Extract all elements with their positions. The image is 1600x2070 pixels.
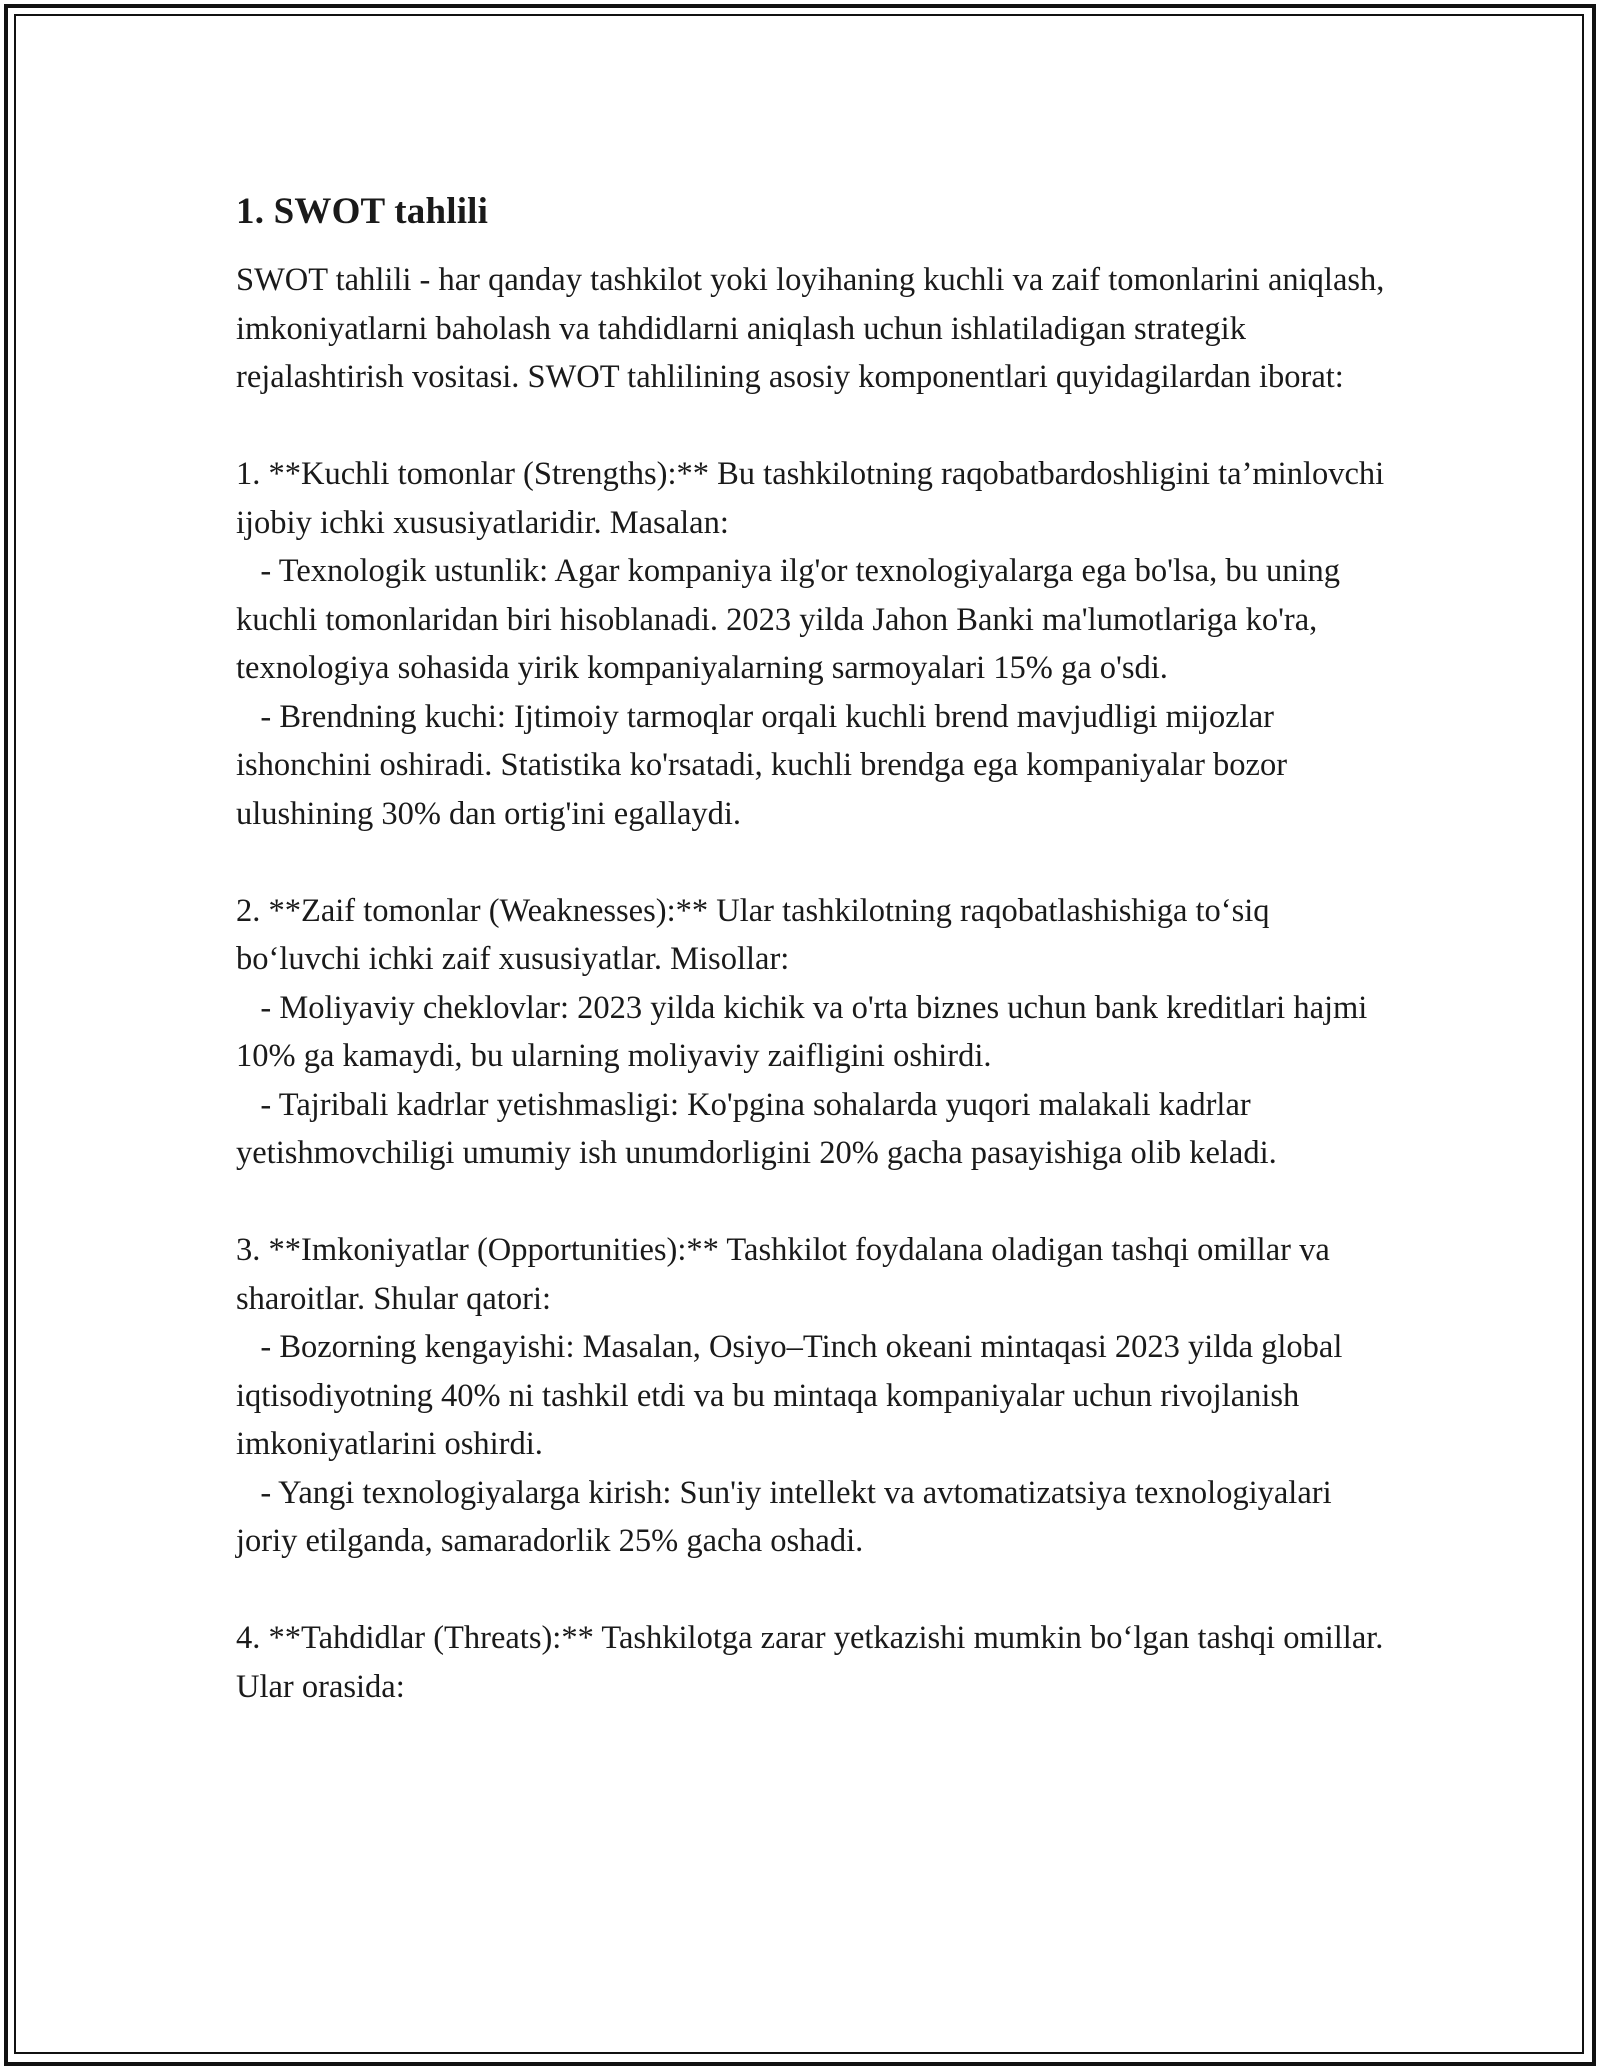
strengths-item: - Brendning kuchi: Ijtimoiy tarmoqlar orqali kuchli brend mavjudligi mijozlar ishonchini oshiradi. Statistika ko'rsatadi, kuchli brendga ega kompaniyalar bozor ulushining 30% dan ortig'ini egallaydi. <box>236 698 1296 832</box>
weaknesses-item: - Moliyaviy cheklovlar: 2023 yilda kichik va o'rta biznes uchun bank kreditlari hajmi 10% ga kamaydi, bu ularning moliyaviy zaifligini oshirdi. <box>236 989 1376 1074</box>
paragraph-gap <box>236 1178 1386 1227</box>
paragraph-gap <box>236 838 1386 887</box>
strengths-lead: 1. **Kuchli tomonlar (Strengths):** Bu tashkilotning raqobatbardoshligini ta’minlovchi ijobiy ichki xususiyatlaridir. Masalan: <box>236 456 1393 541</box>
paragraph-gap <box>236 1566 1386 1615</box>
weaknesses-lead: 2. **Zaif tomonlar (Weaknesses):** Ular tashkilotning raqobatlashishiga to‘siq bo‘luvchi ichki zaif xususiyatlar. Misollar: <box>236 892 1278 977</box>
opportunities-item: - Bozorning kengayishi: Masalan, Osiyo–Tinch okeani mintaqasi 2023 yilda global iqtisodiyotning 40% ni tashkil etdi va bu mintaqa kompaniyalar uchun rivojlanish imkoniyatlarini oshirdi. <box>236 1329 1351 1462</box>
weaknesses-item: - Tajribali kadrlar yetishmasligi: Ko'pgina sohalarda yuqori malakali kadrlar yetishmovchiligi umumiy ish unumdorligini 20% gacha pasayishiga olib keladi. <box>236 1086 1277 1171</box>
paragraph-gap <box>236 402 1386 451</box>
opportunities-item: - Yangi texnologiyalarga kirish: Sun'iy intellekt va avtomatizatsiya texnologiyalari joriy etilganda, samaradorlik 25% gacha oshadi. <box>236 1474 1340 1559</box>
document-body <box>236 186 1393 1711</box>
threats-lead: 4. **Tahdidlar (Threats):** Tashkilotga zarar yetkazishi mumkin bo‘lgan tashqi omillar. Ular orasida: <box>236 1620 1392 1705</box>
intro-paragraph: SWOT tahlili - har qanday tashkilot yoki loyihaning kuchli va zaif tomonlarini aniqlash, imkoniyatlarni baholash va tahdidlarni aniqlash uchun ishlatiladigan strategik rejalashtirish vositasi. SWOT tahlilining asosiy komponentlari quyidagilardan iborat: <box>236 262 1393 395</box>
opportunities-lead: 3. **Imkoniyatlar (Opportunities):** Tashkilot foydalana oladigan tashqi omillar va sharoitlar. Shular qatori: <box>236 1232 1338 1317</box>
section-heading: 1. SWOT tahlili <box>236 191 489 232</box>
strengths-item: - Texnologik ustunlik: Agar kompaniya ilg'or texnologiyalarga ega bo'lsa, bu uning kuchli tomonlaridan biri hisoblanadi. 2023 yilda Jahon Banki ma'lumotlariga ko'ra, texnologiya sohasida yirik kompaniyalarning sarmoyalari 15% ga o'sdi. <box>236 553 1349 686</box>
